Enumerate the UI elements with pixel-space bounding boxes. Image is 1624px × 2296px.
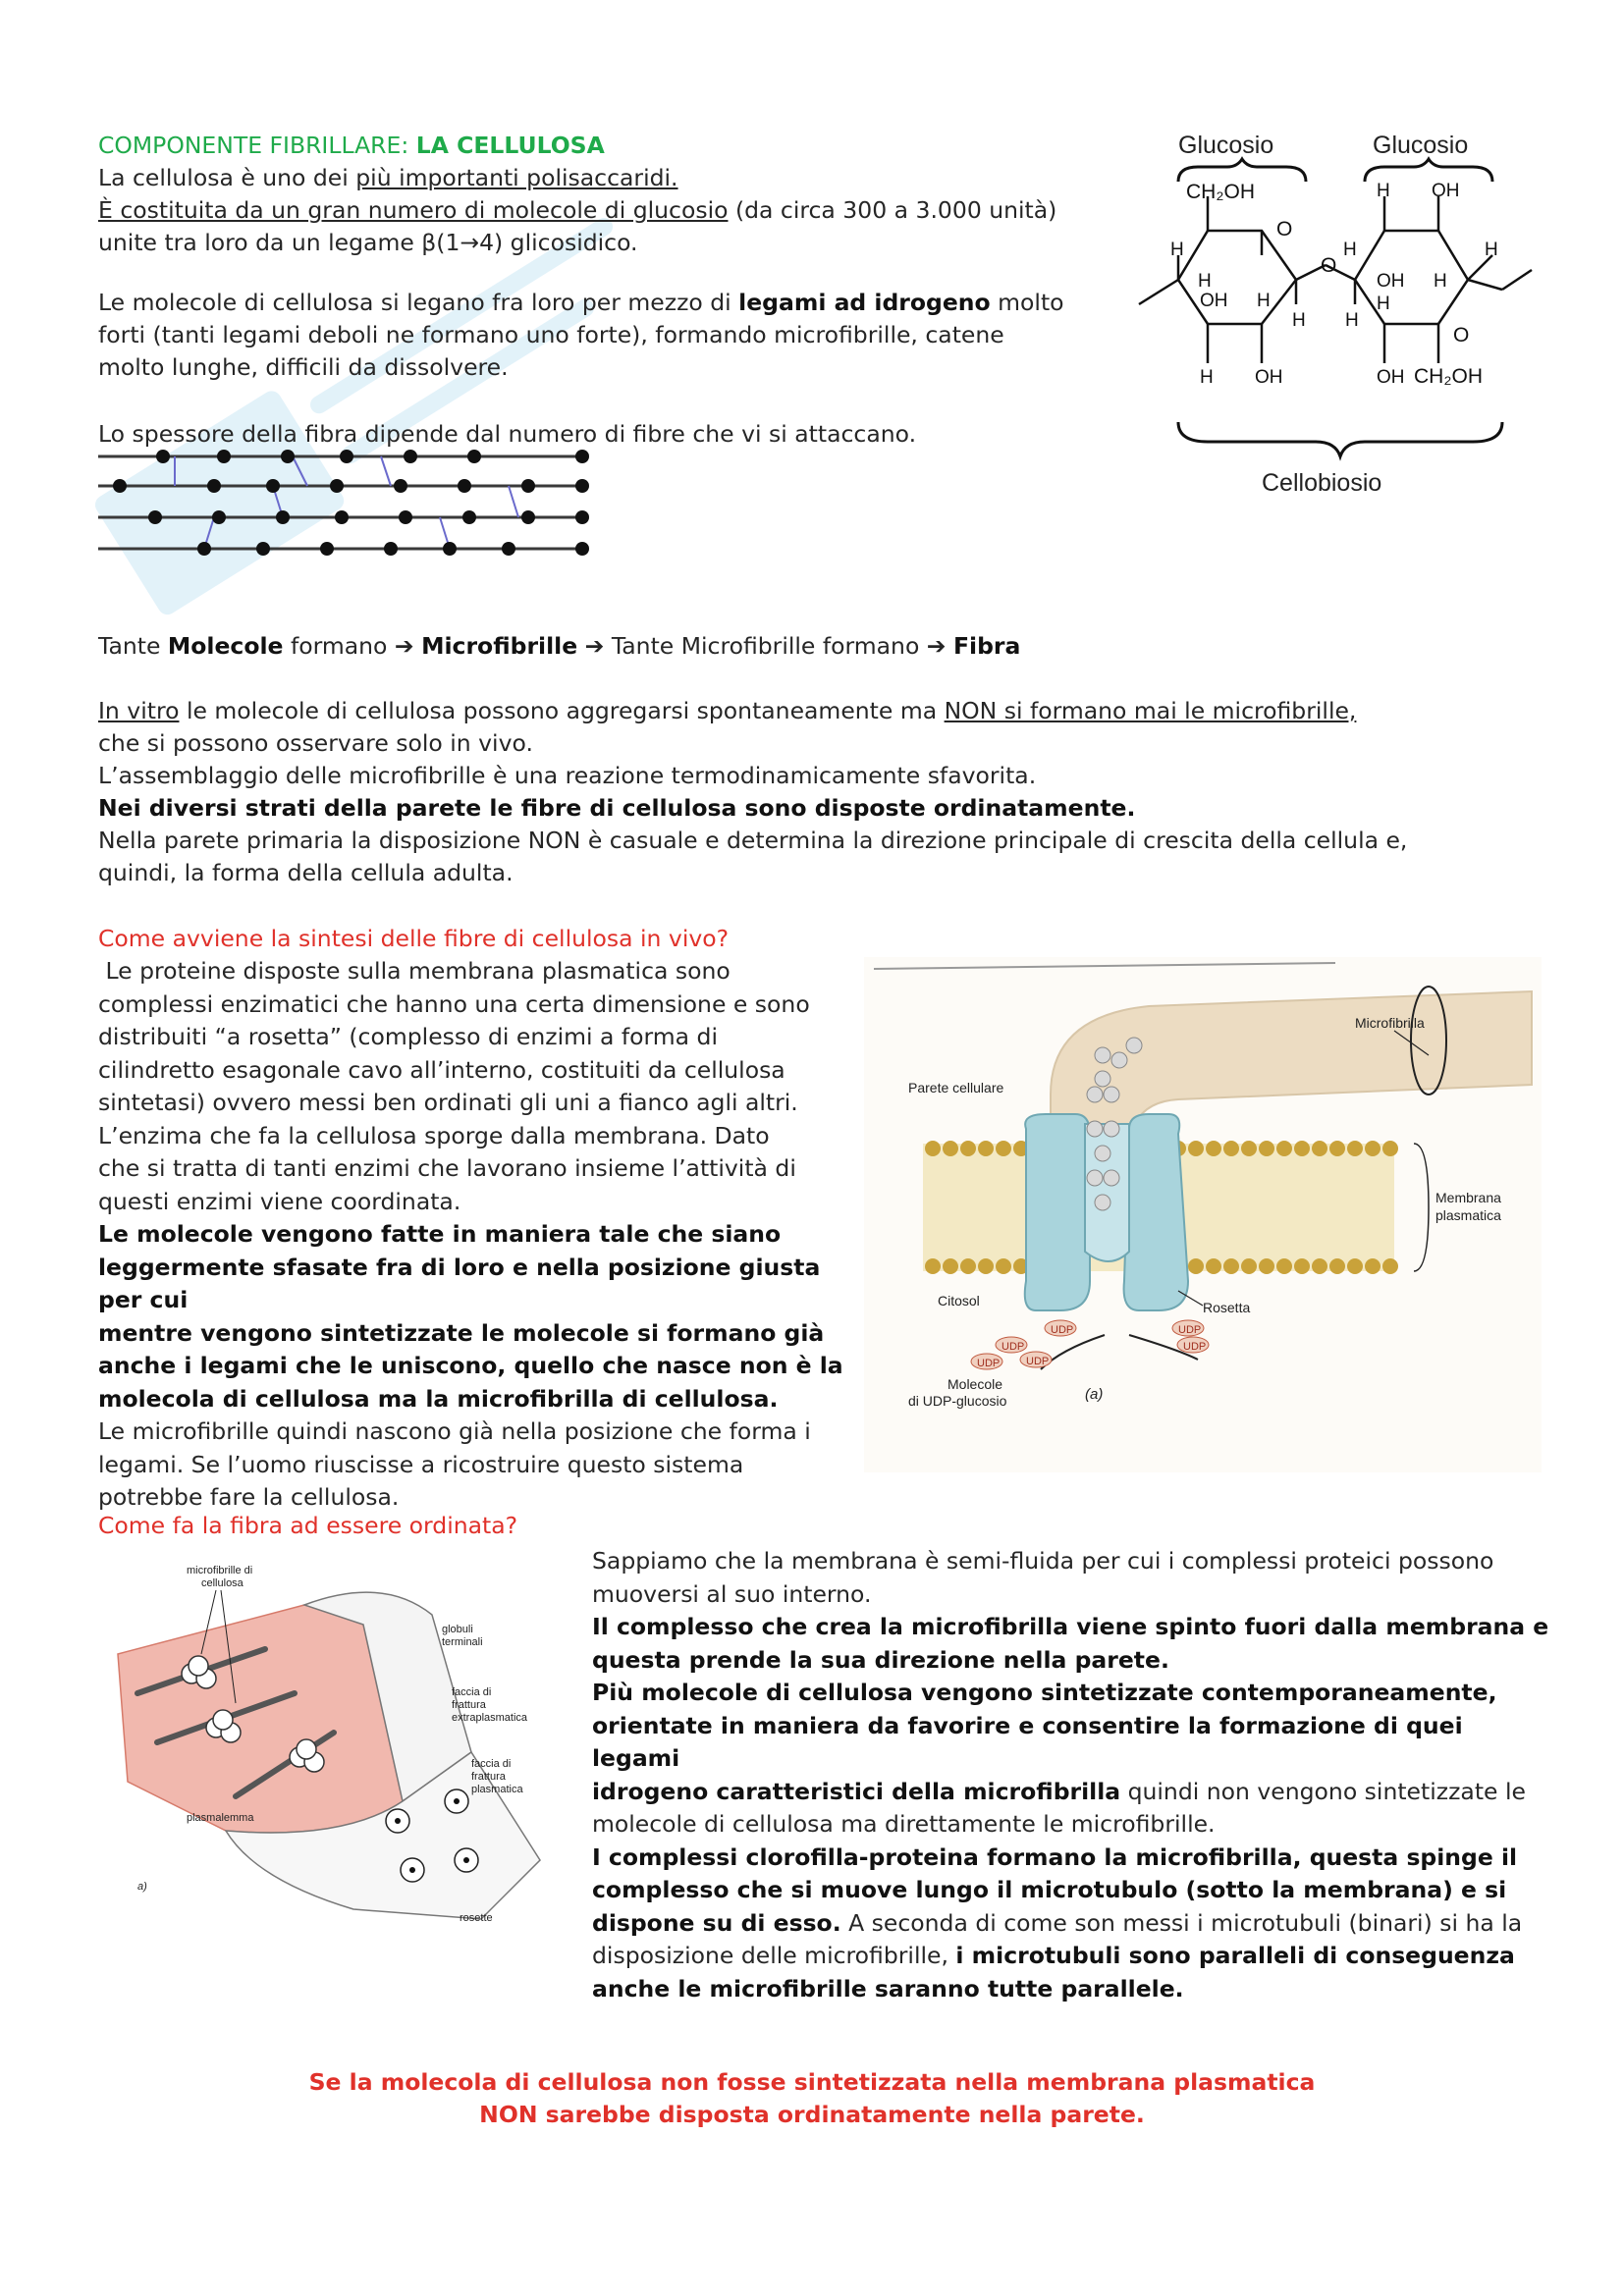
paragraph-line <box>98 194 1056 228</box>
text: La cellulosa è uno dei <box>98 164 356 191</box>
text: le molecole di cellulosa possono aggregarsi spontaneamente ma <box>179 697 945 724</box>
text: Tante <box>98 632 168 660</box>
paragraph-line: molecole di cellulosa ma direttamente le microfibrille. <box>592 1810 1216 1838</box>
o-ring-right: O <box>1453 324 1470 347</box>
udp-tag-5: UDP <box>1178 1324 1202 1336</box>
paragraph-line: muoversi al suo interno. <box>592 1579 872 1608</box>
text: A seconda di come son messi i microtubuli (binari) si ha la <box>840 1908 1523 1937</box>
section-title <box>98 130 605 163</box>
paragraph-line: Sappiamo che la membrana è semi-fluida per cui i complessi proteici possono <box>592 1547 1494 1575</box>
arrow-icon: ➔ <box>584 632 605 660</box>
arrow-icon: ➔ <box>394 632 414 660</box>
paragraph-line-bold: I complessi clorofilla-proteina formano la microfibrilla, questa spinge il <box>592 1842 1518 1871</box>
paragraph-line-bold: mentre vengono sintetizzate le molecole si formano già <box>98 1318 825 1347</box>
paragraph-line-bold: Le molecole vengono fatte in maniera tale che siano <box>98 1220 782 1248</box>
h-right-3: H <box>1434 271 1447 292</box>
section-heading: Come avviene la sintesi delle fibre di cellulosa in vivo? <box>98 925 730 952</box>
paragraph-line: complessi enzimatici che hanno una certa dimensione e sono <box>98 989 810 1018</box>
underlined-text: più importanti polisaccaridi. <box>355 164 678 191</box>
glucose-label-right: Glucosio <box>1373 132 1469 159</box>
oh-left-1: OH <box>1200 291 1228 311</box>
label-parete-cellulare: Parete cellulare <box>908 1080 1004 1095</box>
o-ring-left: O <box>1276 218 1293 240</box>
paragraph-line: molto lunghe, difficili da dissolvere. <box>98 353 509 381</box>
bold-molecole: Molecole <box>167 632 284 660</box>
h-left-3: H <box>1257 291 1271 311</box>
paragraph-line-bold: complesso che si muove lungo il microtubulo (sotto la membrana) e si <box>592 1876 1507 1903</box>
oh-right-2: OH <box>1377 271 1405 292</box>
panel-label: (a) <box>1085 1386 1104 1403</box>
bold-microfibrille: Microfibrille <box>421 632 578 660</box>
h-right-4: H <box>1377 294 1390 314</box>
label-microfibrille-2: cellulosa <box>201 1577 244 1589</box>
label-faccia-ext-3: extraplasmatica <box>452 1712 528 1724</box>
udp-tag-3: UDP <box>977 1358 1001 1369</box>
label-citosol: Citosol <box>938 1293 980 1308</box>
paragraph-line <box>98 162 678 195</box>
h-right-2: H <box>1343 240 1357 260</box>
paragraph-line: Le proteine disposte sulla membrana plasmatica sono <box>98 957 731 985</box>
udp-tag-2: UDP <box>1001 1341 1025 1353</box>
ch2oh-right: CH₂OH <box>1414 365 1483 388</box>
bold-text: dispone su di esso. <box>592 1908 841 1937</box>
label-microfibrille-1: microfibrille di <box>187 1565 253 1576</box>
bold-text: i microtubuli sono paralleli di conseguenza <box>955 1942 1515 1969</box>
paragraph-line <box>592 1940 1554 1973</box>
cellobiose-structure-figure <box>1119 118 1551 501</box>
paragraph-line: Le microfibrille quindi nascono già nella posizione che forma i <box>98 1417 811 1445</box>
label-molecole-2: di UDP-glucosio <box>908 1393 1007 1409</box>
paragraph-line: distribuiti “a rosetta” (complesso di enzimi a forma di <box>98 1023 718 1050</box>
paragraph-line: forti (tanti legami deboli ne formano uno forte), formando microfibrille, catene <box>98 321 1004 348</box>
label-membrana-2: plasmatica <box>1435 1207 1501 1223</box>
paragraph-line: che si possono osservare solo in vivo. <box>98 729 533 757</box>
bold-text: idrogeno caratteristici della microfibrilla <box>592 1777 1121 1805</box>
paragraph-line: potrebbe fare la cellulosa. <box>98 1483 400 1511</box>
paragraph-line <box>98 695 1356 728</box>
label-plasmalemma: plasmalemma <box>187 1812 254 1824</box>
label-faccia-ext-2: frattura <box>452 1699 486 1711</box>
h-right-5: H <box>1485 240 1498 260</box>
text: Tante Microfibrille formano <box>611 632 927 660</box>
h-left-5: H <box>1200 367 1214 388</box>
paragraph-line <box>98 287 1064 320</box>
o-bridge: O <box>1321 254 1337 277</box>
text: Le molecole di cellulosa si legano fra loro per mezzo di <box>98 289 739 316</box>
label-faccia-pl-2: frattura <box>471 1771 506 1783</box>
label-rosette: rosette <box>460 1912 493 1924</box>
arrow-icon: ➔ <box>926 632 947 660</box>
paragraph-line-bold: orientate in maniera da favorire e consentire la formazione di quei legami <box>592 1711 1463 1772</box>
formation-chain-line <box>98 630 1020 664</box>
udp-tag-4: UDP <box>1026 1356 1050 1367</box>
bold-fibra: Fibra <box>952 632 1021 660</box>
paragraph-line: L’enzima che fa la cellulosa sporge dalla membrana. Dato <box>98 1121 770 1149</box>
h-right-1: H <box>1377 181 1390 201</box>
label-globuli-1: globuli <box>442 1624 473 1635</box>
paragraph-line: questi enzimi viene coordinata. <box>98 1187 461 1215</box>
paragraph-line-bold: anche le microfibrille saranno tutte parallele. <box>592 1974 1184 2002</box>
conclusion-line-1: Se la molecola di cellulosa non fosse sintetizzata nella membrana plasmatica <box>308 2068 1316 2096</box>
underlined-text: In vitro <box>98 697 180 724</box>
section3-body <box>98 955 854 1515</box>
label-molecole-1: Molecole <box>947 1376 1003 1392</box>
paragraph-line: cilindretto esagonale cavo all’interno, costituiti da cellulosa <box>98 1055 785 1084</box>
paragraph-line: L’assemblaggio delle microfibrille è una reazione termodinamicamente sfavorita. <box>98 762 1037 789</box>
underlined-text: NON si formano mai le microfibrille, <box>944 697 1357 724</box>
oh-right-1: OH <box>1432 181 1460 201</box>
paragraph-line: legami. Se l’uomo riuscisse a ricostruire questo sistema <box>98 1450 744 1478</box>
conclusion-line-2: NON sarebbe disposta ordinatamente nella parete. <box>479 2101 1145 2128</box>
title-bold: LA CELLULOSA <box>415 132 605 159</box>
paragraph-line-bold: Il complesso che crea la microfibrilla viene spinto fuori dalla membrana e <box>592 1613 1549 1640</box>
paragraph-line: sintetasi) ovvero messi ben ordinati gli uni a fianco agli altri. <box>98 1089 798 1116</box>
label-rosetta: Rosetta <box>1203 1300 1251 1315</box>
text: (da circa 300 a 3.000 unità) <box>728 196 1057 224</box>
panel-label: a) <box>137 1881 147 1893</box>
h-left-1: H <box>1170 240 1184 260</box>
label-faccia-pl-3: plasmatica <box>471 1784 523 1795</box>
text: quindi non vengono sintetizzate le <box>1120 1777 1526 1805</box>
paragraph-line: quindi, la forma della cellula adulta. <box>98 859 514 886</box>
label-globuli-2: terminali <box>442 1636 483 1648</box>
label-membrana-1: Membrana <box>1435 1190 1501 1205</box>
paragraph-line-bold: Più molecole di cellulosa vengono sintetizzate contemporaneamente, <box>592 1679 1497 1706</box>
label-faccia-ext-1: faccia di <box>452 1686 492 1698</box>
text: disposizione delle microfibrille, <box>592 1942 956 1969</box>
h-left-4: H <box>1292 310 1306 331</box>
section4-body <box>592 1545 1554 2005</box>
paragraph-line <box>592 1776 1554 1809</box>
paragraph-line-bold: molecola di cellulosa ma la microfibrilla di cellulosa. <box>98 1384 779 1413</box>
h-left-2: H <box>1198 271 1212 292</box>
label-microfibrilla: Microfibrilla <box>1355 1015 1425 1031</box>
fiber-chain-diagram <box>96 447 597 560</box>
oh-right-3: OH <box>1377 367 1405 388</box>
ch2oh-left: CH₂OH <box>1186 181 1255 203</box>
paragraph-line-bold: questa prende la sua direzione nella parete. <box>592 1645 1169 1674</box>
underlined-text: È costituita da un gran numero di molecole di glucosio <box>98 196 729 224</box>
text: molto <box>990 289 1064 316</box>
bold-text: legami ad idrogeno <box>738 289 991 316</box>
label-faccia-pl-1: faccia di <box>471 1758 512 1770</box>
paragraph-line-bold: leggermente sfasate fra di loro e nella posizione giusta per cui <box>98 1253 821 1313</box>
h-right-6: H <box>1345 310 1359 331</box>
cellobiose-label: Cellobiosio <box>1262 469 1382 497</box>
text: formano <box>283 632 395 660</box>
section-heading: Come fa la fibra ad essere ordinata? <box>98 1512 518 1539</box>
paragraph-line: unite tra loro da un legame β(1→4) glicosidico. <box>98 229 638 256</box>
paragraph-line-bold: anche i legami che le uniscono, quello che nasce non è la <box>98 1352 843 1379</box>
paragraph-line-bold: Nei diversi strati della parete le fibre di cellulosa sono disposte ordinatamente. <box>98 794 1136 822</box>
udp-tag-6: UDP <box>1183 1341 1207 1353</box>
udp-tag-1: UDP <box>1051 1324 1074 1336</box>
glucose-label-left: Glucosio <box>1178 132 1274 159</box>
cellulose-synthase-rosette-figure <box>864 957 1542 1472</box>
paragraph-line: Nella parete primaria la disposizione NON è casuale e determina la direzione principale di crescita della cellula e, <box>98 827 1408 854</box>
paragraph-line <box>592 1907 1554 1941</box>
title-prefix: COMPONENTE FIBRILLARE: <box>98 132 416 159</box>
paragraph-line: che si tratta di tanti enzimi che lavorano insieme l’attività di <box>98 1154 796 1182</box>
oh-left-2: OH <box>1255 367 1283 388</box>
membrane-fracture-figure <box>108 1556 579 1929</box>
paragraph-line: Lo spessore della fibra dipende dal numero di fibre che vi si attaccano. <box>98 420 917 448</box>
